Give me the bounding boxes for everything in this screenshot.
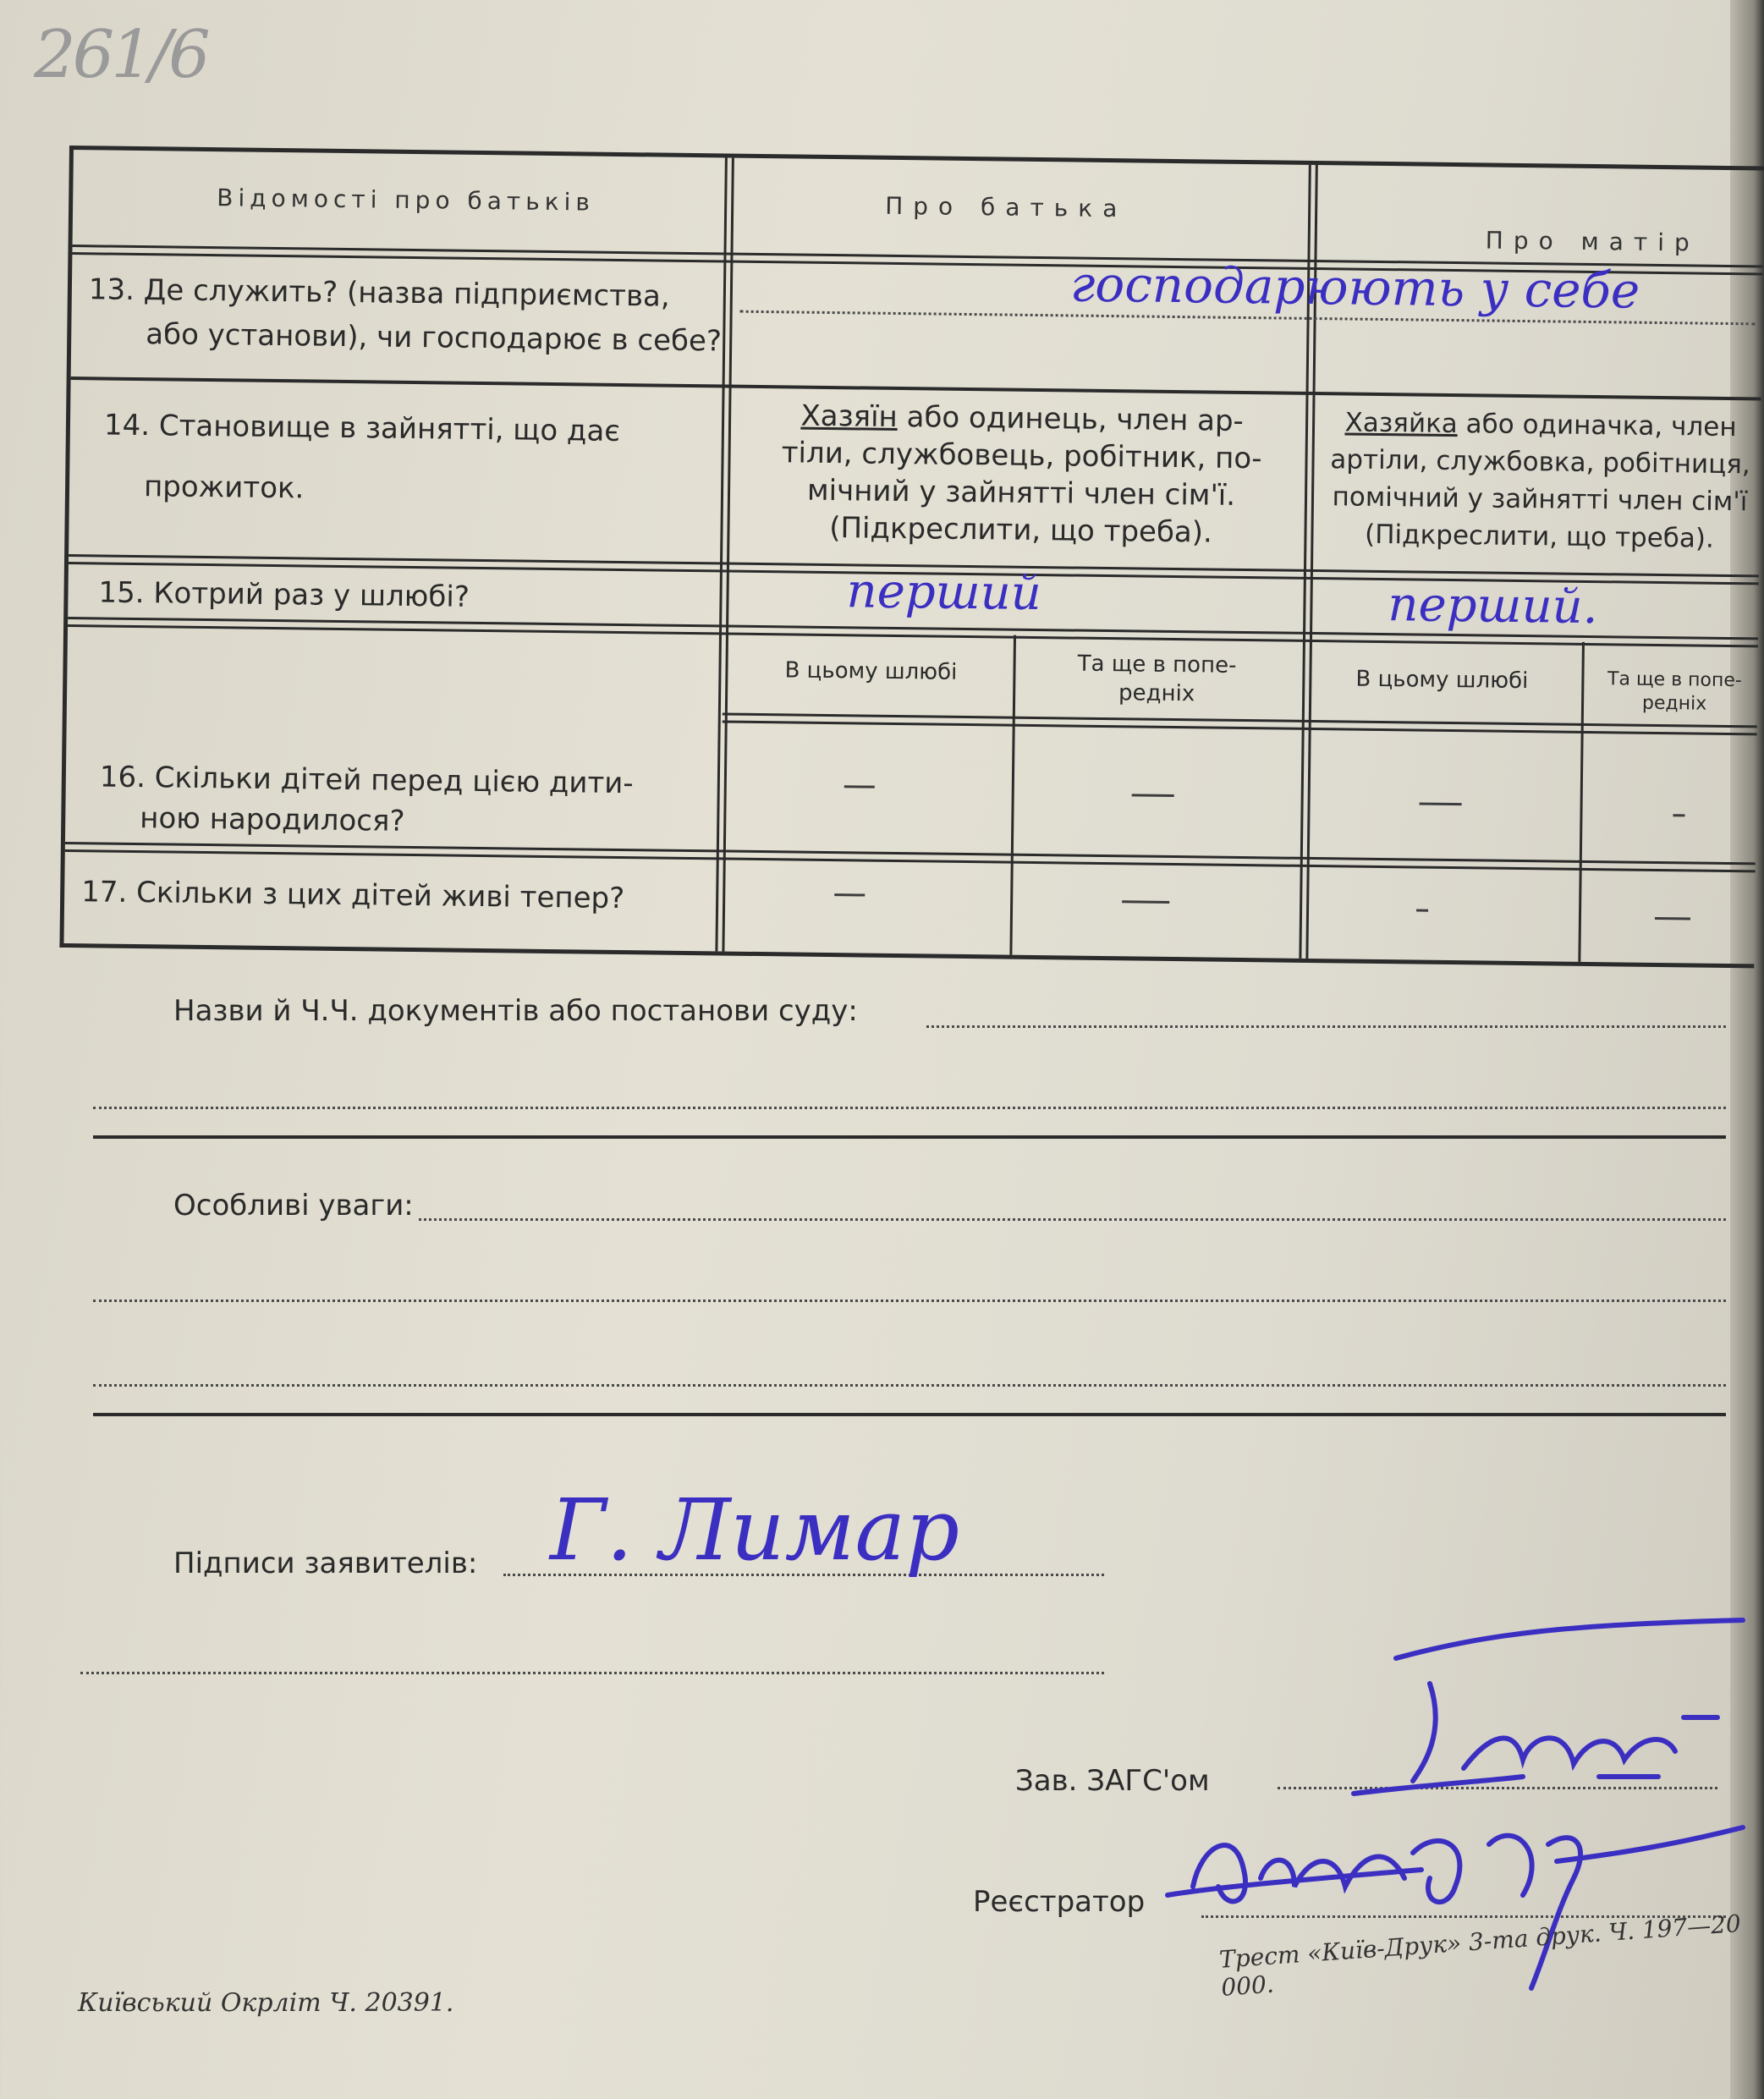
row14-label-line1: 14. Становище в зайнятті, що дає: [103, 408, 621, 448]
row14-father-line1: або одинець, член ар-: [897, 399, 1245, 438]
row16-mother-this-marriage: В цьому шлюбі: [1355, 666, 1529, 695]
row16-father-previous: [1021, 649, 1293, 710]
row16-father-previous-line1: Та ще в попе-: [1077, 651, 1237, 679]
applicants-label: Підписи заявителів:: [173, 1547, 478, 1580]
remarks-separator: [93, 1413, 1726, 1416]
row13-handwritten-answer: господарюють у себе: [1069, 255, 1640, 320]
row14-mother-line3: помічний у зайнятті член сім'ї: [1332, 481, 1748, 518]
remarks-line-2: [93, 1300, 1726, 1302]
row14-mother-line1: або одиначка, член: [1457, 409, 1737, 443]
remarks-label: Особливі уваги:: [173, 1189, 414, 1223]
row17-father-previous-dash: [1122, 900, 1169, 904]
row15-mother-answer: перший.: [1388, 577, 1598, 635]
row16-rule: [65, 842, 1756, 865]
row14-mother-line2: артіли, службовка, робітниця,: [1330, 444, 1750, 481]
row16-mother-previous: [1590, 668, 1760, 717]
row17-father-this-dash: [834, 893, 865, 896]
row17-mother-previous-dash: [1655, 917, 1690, 920]
row16-father-previous-dash: [1132, 794, 1174, 797]
row16-mother-previous-line1: Та ще в попе-: [1607, 668, 1742, 692]
col-divider-mother-sub: [1578, 642, 1585, 962]
row16-father-this-marriage: В цьому шлюбі: [784, 657, 958, 685]
row15-father-answer: перший: [846, 563, 1042, 622]
row14-father-underlined-option: Хазяїн: [800, 398, 898, 434]
applicant-signature: Г. Лимар: [550, 1481, 960, 1580]
row14-father-options: [745, 397, 1297, 552]
registrar-label: Реєстратор: [973, 1885, 1146, 1919]
row16-father-this-dash: [844, 785, 875, 788]
row13-label-line1: 13. Де служить? (назва підприємства,: [88, 272, 670, 314]
row17-mother-this-dash: [1416, 909, 1428, 912]
parents-info-table: [59, 146, 1763, 968]
row14-father-line4: (Підкреслити, що треба).: [828, 511, 1213, 550]
applicants-line-2: [80, 1672, 1104, 1674]
remarks-line-1: [419, 1218, 1726, 1221]
footer-publisher-left: Київський Окрліт Ч. 20391.: [78, 1988, 454, 2018]
row16-mother-this-dash: [1420, 803, 1462, 806]
row16-label-line2: ною народилося?: [140, 801, 405, 838]
documents-line-2: [93, 1107, 1726, 1109]
row16-label-line1: 16. Скільки дітей перед цією дити-: [99, 760, 634, 801]
row16-mother-previous-dash: [1673, 814, 1684, 816]
row17-label: 17. Скільки з цих дітей живі тепер?: [80, 875, 625, 916]
zags-head-label: Зав. ЗАГС'ом: [1015, 1764, 1210, 1798]
row14-mother-options: [1319, 404, 1761, 558]
row14-father-line3: мічний у зайнятті член сім'ї.: [806, 473, 1236, 513]
folio-number: 261/6: [34, 17, 207, 93]
row13-label-line2: або установи), чи господарює в себе?: [146, 317, 723, 359]
row16-mother-previous-line2: редніх: [1641, 692, 1707, 715]
row15-label: 15. Котрий раз у шлюбі?: [98, 575, 470, 614]
remarks-line-3: [93, 1384, 1726, 1387]
row14-father-line2: тіли, службовець, робітник, по-: [781, 436, 1262, 476]
footer-publisher-right: Трест «Київ-Друк» 3-та друк. Ч. 197—20 000.: [1218, 1909, 1742, 2002]
documents-label: Назви й Ч.Ч. документів або постанови суду:: [173, 994, 858, 1028]
col-divider-father-sub: [1009, 635, 1016, 955]
row14-mother-underlined-option: Хазяйка: [1344, 407, 1459, 440]
row14-label-line2: прожиток.: [143, 470, 305, 506]
documents-separator: [93, 1135, 1726, 1139]
header-parents-info: Відомості про батьків: [217, 184, 596, 217]
documents-line-1: [926, 1025, 1726, 1028]
row14-mother-line4: (Підкреслити, що треба).: [1364, 519, 1715, 554]
header-mother: Про матір: [1485, 226, 1700, 257]
col-divider-1: [715, 157, 727, 951]
row16-father-previous-line2: редніх: [1118, 680, 1195, 707]
row13-rule: [71, 376, 1761, 400]
header-father: Про батька: [884, 191, 1128, 223]
